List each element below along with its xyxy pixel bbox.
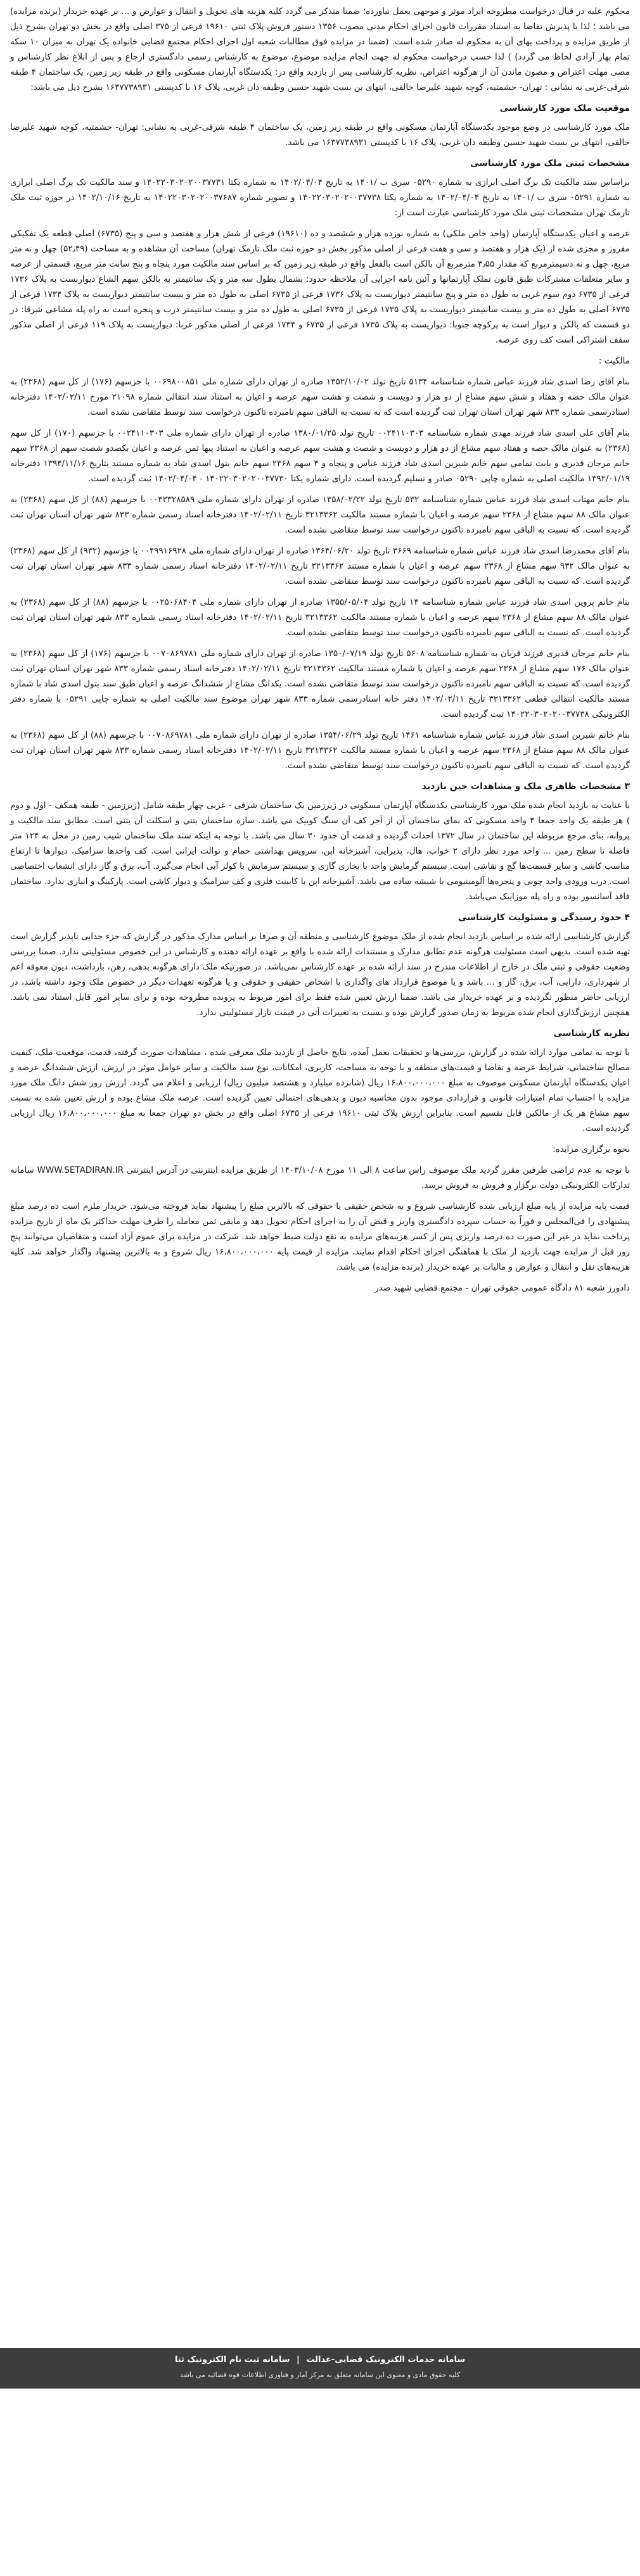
section-heading: مشخصات ثبتی ملک مورد کارشناسی — [470, 158, 630, 168]
document-paragraph: بنام خانم مرجان قدیری فرزند قربان به شماره شناسنامه ۵۶۰۸ تاریخ تولد ۱۳۵۰/۰۷/۱۹ صادره از تهران دارای شماره ملی ۰۰۷۰۸۶۹۷۸۱ با جزسهم (۱۷۶) از کل سهم (۲۳۶۸) به عنوان مالک ۱۷۶ سهم مشاع از ۲۳۶۸ سهم عرصه و اعیان با شماره مستند مالکیت ۳۲۱۳۳۶۲ تاریخ ۱۴۰۲/۰۲/۱۱ دفترخانه اسناد رسمی شماره ۸۳۳ شهر تهران استان تهران ثبت گردیده است. که نسبت به الباقی سهم نامبرده تاکنون درخواست سند توسط متقاضی نشده است. یکدانگ مشاع از ششدانگ عرصه و اعیان طبق سند بتول اسدی شاد با شماره مستند مالکیت انتقالی قطعی ۳۲۱۳۳۶۲ تاریخ ۱۴۰۲/۰۲/۱۱ دفتر خانه اسنادرسمی شماره ۸۳۳ شهر تهران موضوع سند مالکیت اصلی به شماره چاپی ۰۵۲۹۱ با شماره دفتر الکترونیکی ۱۴۰۲۲۰۳۰۲۰۲۰۰۳۷۷۳۸ ثبت گردیده است. — [7, 648, 630, 719]
document-paragraph: با توجه به عدم تراضی طرفین مقرر گردید ملک موصوف راس ساعت ۸ الی ۱۱ مورخ ۱۴۰۳/۱۰/۰۸ از طریق مزایده اینترنتی در آدرس اینترنتی WWW.SETADIRAN.IR سامانه تدارکات الکترونیکی دولت برگزار و فروش به فروش برسد. — [7, 1165, 630, 1190]
page-blank-area — [0, 2389, 640, 2576]
document-paragraph: دادورز شعبه ۸۱ دادگاه عمومی حقوقی تهران - مجتمع قضایی شهید صدر — [374, 1283, 630, 1293]
document-paragraph: نحوه برگزاری مزایده: — [553, 1144, 630, 1154]
footer-bar — [0, 2348, 640, 2389]
document-paragraph: بنام خانم پروین اسدی شاد فرزند عباس شماره شناسنامه ۱۴ تاریخ تولد ۱۳۵۵/۰۵/۰۴ صادره از تهران دارای شماره ملی ۰۰۲۵۰۶۸۴۰۴ با جزسهم (۸۸) از کل سهم (۲۳۶۸) به عنوان مالک ۸۸ سهم مشاع از ۲۳۶۸ سهم عرصه و اعیان با شماره مستند مالکیت ۳۲۱۳۳۶۲ تاریخ ۱۴۰۲/۰۲/۱۱ دفترخانه اسناد رسمی شماره ۸۳۳ شهر تهران استان تهران ثبت گردیده است. که نسبت به الباقی سهم نامبرده تاکنون درخواست سند توسط متقاضی نشده است. — [7, 597, 630, 638]
document-paragraph: مالکیت : — [598, 356, 630, 366]
document-paragraph: محکوم علیه در قبال درخواست مطروحه ایراد موثر و موجهی بعمل نیاورده؛ ضمنا متذکر می گردد کلیه هزینه های تحویل و انتقال و عوارض و ... بر عهده خریدار (برنده مزایده) می باشد ؛ لذا با پذیرش تقاضا به استناد مقررات قانون اجرای احکام مدنی مصوب ۱۳۵۶ دستور فروش پلاک ثبتی ۱۹۶۱۰ فرعی از ۳۷۵ اصلی واقع در بخش دو تهران بشرح ذیل از طریق مزایده و پرداخت بهای آن به محکوم له صادر شده است. (ضمنا در مزایده فوق مطالبات شعبه اول اجرای احکام مجتمع قضایی خانواده یک تهران به میزان ۱۰ سکه تمام بهار آزادی لحاظ می گردد) ) لذا حسب درخواست محکوم له جهت انجام مزایده موضوع، موضوع به کارشناس رسمی دادگستری ارجاع و پس از ابلاغ نظر کارشناس و مضی مهلت اعتراض و مصون ماندن آن از هرگونه اعتراض، نظریه کارشناسی پس از بازدید واقع در: یکدستگاه آپارتمان مسکونی واقع در طبقه زیر زمین، یک ساختمان ۴ طبقه شرقی-غربی به نشانی : تهران- حشمتیه، کوچه شهید علیرضا خالقی، انتهای بن بست شهید حسین وظیفه دان غربی، پلاک ۱۶ با کدپستی ۱۶۳۷۷۳۸۹۳۱ بشرح ذیل می باشد: — [7, 6, 630, 92]
document-paragraph: بنام آقای رضا اسدی شاد فرزند عباس شماره شناسنامه ۵۱۳۴ تاریخ تولد ۱۳۵۲/۱۰/۰۲ صادره از تهران دارای شماره ملی ۰۰۶۹۸۰۰۸۵۱ با جزسهم (۱۷۶) از کل سهم (۲۳۶۸) به عنوان مالک حصه و هفتاد و شش سهم مشاع از دو هزار و دویست و شصت و هشت سهم عرصه و اعیان به استناد سند انتقالی شماره ۲۱۰۹۸ مورخ ۱۴۰۲/۰۲/۱۱ دفترخانه اسنادرسمی شماره ۸۳۳ شهر تهران استان تهران ثبت گردیده است که به نسبت به الباقی سهم نامبرده تاکنون درخواست سند توسط متقاضی نشده است. — [7, 377, 630, 417]
section-heading: موقعیت ملک مورد کارشناسی — [499, 103, 630, 113]
document-paragraph: ملک مورد کارشناسی در وضع موجود یکدستگاه آپارتمان مسکونی واقع در طبقه زیر زمین، یک ساختمان ۴ طبقه شرقی-غربی به نشانی: تهران- حشمتیه، کوچه شهید علیرضا خالقی، انتهای بن بست شهید حسین وظیفه دان غربی، پلاک ۱۶ با کدپستی ۱۶۳۷۷۳۸۹۳۱ می باشد. — [7, 122, 630, 148]
footer-separator: | — [297, 2355, 300, 2364]
footer-link-sana[interactable]: سامانه ثبت نام الکترونیک ثنا — [174, 2355, 290, 2364]
section-heading: نظریه کارشناسی — [553, 1028, 630, 1039]
document-paragraph: بنام آقای محمدرضا اسدی شاد فرزند عباس شماره شناسنامه ۳۶۶۹ تاریخ تولد ۱۳۶۴/۰۶/۲۰ صادره از تهران دارای شماره ملی ۰۰۴۹۹۱۶۹۲۸ با جزسهم (۹۳۲) از کل سهم (۲۳۶۸) به عنوان مالک ۹۳۲ سهم مشاع از ۲۳۶۸ سهم عرصه و اعیان با شماره مستند ۳۲۱۳۳۶۲ تاریخ ۱۴۰۲/۰۲/۱۱ دفترخانه اسناد رسمی شماره ۸۳۳ شهر تهران استان تهران ثبت گردیده است. که نسبت به الباقی سهم نامبرده تاکنون درخواست سند توسط متقاضی نشده است. — [7, 546, 630, 586]
document-paragraph: با توجه به تمامی موارد ارائه شده در گزارش، بررسی‌ها و تحقیقات بعمل آمده، نتایج حاصل از بازدید ملک معرفی شده ، مشاهدات صورت گرفته، قدمت، موقعیت ملک، کیفیت مصالح ساختمانی، شرایط عرضه و تقاضا و قیمت‌های منطقه و با توجه به مساحت، کاربری، امکانات، نوع سند مالکیت و سایر عوامل موثر در ارزش، ارزش ششدانگ عرصه و اعیان یکدستگاه آپارتمان مسکونی موصوف به مبلغ ۱۶،۸۰۰،۰۰۰،۰۰۰ ریال (شانزده میلیارد و هشتصد میلیون ریال) ارزیابی و اعلام می گردد. ارزش روز شش دانگ ملک مورد مزایده با احتساب تمام امتیازات قانونی و قراردادی موجود بدون محاسبه دیون و بدهی‌های احتمالی تعیین گردیده است. عرصه ملک مشاع بوده و ارزش تعیین شده به نسبت سهم مشاع هر یک از مالکین قابل تقسیم است. بنابراین ارزش پلاک ثبتی ۱۹۶۱۰ فرعی از ۶۷۳۵ اصلی واقع در بخش دو تهران جمعا به مبلغ ۱۶،۸۰۰،۰۰۰،۰۰۰ ریال ارزیابی گردیده است. — [7, 1047, 630, 1133]
document-paragraph: بنام خانم مهتاب اسدی شاد فرزند عباس شماره شناسنامه ۵۳۲ تاریخ تولد ۱۳۵۸/۰۲/۲۲ صادره از تهران دارای شماره ملی ۰۰۴۳۳۲۸۵۸۹ با جزسهم (۸۸) از کل سهم (۲۳۶۸) به عنوان مالک ۸۸ سهم مشاع از ۲۳۶۸ سهم عرصه و اعیان با شماره مستند مالکیت ۳۲۱۳۳۶۲ تاریخ ۱۴۰۲/۰۲/۱۱ دفترخانه اسناد رسمی شماره ۸۳۳ شهر تهران استان تهران ثبت گردیده است. که نسبت به الباقی سهم نامبرده تاکنون درخواست سند توسط متقاضی نشده است. — [7, 495, 630, 535]
document-paragraph: گزارش کارشناسی ارائه شده بر اساس بازدید انجام شده از ملک موضوع کارشناسی و منطقه آن و صرفا بر اساس مدارک مذکور در گزارش که جزء جدایی ناپذیر گزارش است تهیه شده است. بدیهی است مسئولیت هرگونه عدم تطابق مدارک و مستندات ارائه شده با واقع بر عهده ارائه دهنده و کارشناس در این خصوص مسئولیتی ندارد. ضمنا بررسی وضعیت حقوقی و ثبتی ملک در خارج از اطلاعات مندرج در سند ارائه شده بر عهده کارشناس نمی‌باشد. در صورتیکه ملک دارای هرگونه بدهی، رهن، بازداشت، دیون معوقه اعم از شهرداری، دارایی، آب، برق، گاز و ... باشد و یا موضوع قرارداد های واگذاری با اشخاص حقیقی و حقوقی و یا هرگونه تعهدات دیگر در خصوص ملک وجود داشته باشد، در ارزیابی حاضر منظور نگردیده و بر عهده خریدار می باشد. ضمنا ارزش تعیین شده فقط برای امور مربوط به پرونده مطروحه بوده و برای سایر امور قابل استناد نمی باشد. همچنین ارزش‌گذاری انجام شده مربوط به زمان صدور گزارش بوده و نسبت به تغییرات آتی در قیمت بازار مسئولیتی ندارد. — [7, 931, 630, 1018]
document-paragraph: بنام خانم شیرین اسدی شاد فرزند عباس شماره شناسنامه ۱۴۶۱ تاریخ تولد ۱۳۵۴/۰۶/۲۹ صادره از تهران دارای شماره ملی ۰۰۷۰۸۶۹۷۸۱ با جزسهم (۸۸) از کل سهم (۲۳۶۸) به عنوان مالک ۸۸ سهم مشاع از ۲۳۶۸ سهم عرصه و اعیان با شماره مستند مالکیت ۳۲۱۳۳۶۲ تاریخ ۱۴۰۲/۰۲/۱۱ دفترخانه اسناد رسمی شماره ۸۳۳ شهر تهران استان تهران ثبت گردیده است. که نسبت به الباقی سهم نامبرده تاکنون درخواست سند توسط متقاضی نشده است. — [7, 730, 630, 771]
section-heading: ۴ حدود رسیدگی و مسئولیت کارشناسی — [458, 912, 630, 923]
section-heading: ۳ مشخصات ظاهری ملک و مشاهدات حین بازدید — [421, 781, 630, 792]
document-paragraph: قیمت پایه مزایده از پایه مبلغ ارزیابی شده کارشناسی شروع و به شخص حقیقی یا حقوقی که بالاترین مبلغ را پیشنهاد نماید فروخته می‌شود. خریدار ملزم است ده درصد مبلغ پیشنهادی را فی‌المجلس و فوراً به حساب سپرده دادگستری واریز و قبض آن را به اجرای احکام تحویل دهد و مابقی ثمن معامله را ظرف مهلت حداکثر یک ماه از تاریخ مزایده پرداخت نماید در غیر این صورت ده درصد واریزی پس از کسر هزینه‌های مزایده به نفع دولت ضبط خواهد شد. شرکت در مزایده برای عموم آزاد است و متقاضیان می‌توانند پنج روز قبل از مزایده جهت بازدید از ملک با هماهنگی اجرای احکام اقدام نمایند. مزایده از قیمت پایه ۱۶،۸۰۰،۰۰۰،۰۰۰ ریال شروع و به بالاترین پیشنهاد واگذار خواهد شد. کلیه هزینه‌های نقل و انتقال و عوارض و مالیات بر عهده خریدار (برنده مزایده) می باشد. — [7, 1201, 630, 1272]
footer-links — [0, 2348, 640, 2368]
document-paragraph: براساس سند مالکیت تک برگ اصلی ابرازی به شماره ۰۵۲۹۰ سری ب /۱۴۰۱ به تاریخ ۱۴۰۲/۰۴/۰۴ به شماره یکتا ۱۴۰۲۲۰۳۰۲۰۲۰۰۳۷۷۳۱ و سند مالکیت تک برگ اصلی ابرازی به شماره ۰۵۲۹۱ سری ب /۱۴۰۱ به تاریخ ۱۴۰۲/۰۴/۰۴ به شماره یکتا ۱۴۰۲۲۰۳۰۲۰۲۰۰۳۷۷۳۸ و تصویر شماره ۱۴۰۲۲۰۳۰۲۰۲۰۰۳۷۶۸۷ به تاریخ ۱۴۰۲/۱۰/۱۶ در حوزه ثبت ملک تارمک تهران مشخصات ثبتی ملک مورد کارشناسی عبارت است از: — [7, 177, 630, 218]
footer-copyright: کلیه حقوق مادی و معنوی این سامانه متعلق به مرکز آمار و فناوری اطلاعات قوه قضائیه می باشد — [179, 2371, 461, 2379]
document-paragraph: عرصه و اعیان یکدستگاه آپارتمان (واحد خاص ملکی) به شماره نوزده هزار و ششصد و ده (۱۹۶۱۰) فرعی از شش هزار و هفتصد و سی و پنج (۶۷۳۵) اصلی قطعه یک تفکیکی مفروز و مجزی شده از (یک هزار و هفتصد و سی و هفت فرعی از اصلی مذکور بخش دو حوزه ثبت ملک تارمک تهران) مساحت آن مشاهده و به مساحت (۵۲٫۴۹) چهل و نه متر مربع، چهل و نه دسیمترمربع که مقدار ۳٫۵۵ مترمربع آن بالکن است بالفعل واقع در طبقه زیر زمین که بر اساس سند مالکیت مورد پنجاه و پنج سانت متر مربع، قسمتی از عرصه و سایر متعلقات مشترکات طبق قانون تملک آپارتمانها و آئین نامه اجرایی آن ملاحظه حدود: بشمال بطول سه متر و یک سانتیمتر به بالکن سهم الشاع دیواربست به پلاک ۱۷۳۶ فرعی از ۶۷۳۵ دوم سوم غربی به طول ده متر و پنج سانتیمتر دیواریست به پلاک ۱۷۳۶ فرعی از ۶۷۳۵ اصلی به طول ده متر و بیست سانتیمتر دیواریست به پلاک ۱۷۳۴ فرعی از ۶۷۳۵ اصلی به طول ده متر و بیست سانتیمتر دیواریست به پلاک ۱۷۳۵ فرعی از ۶۷۳۵ اصلی به طول ده متر و بیست سانتیمتر درب و پنجره است به راه پله مشاعی شرقا: در دو قسمت که بالکن و دیوار است به پرکوچه جنوبا: دیواریست به پلاک ۱۷۳۵ فرعی از ۶۷۳۵ و ۱۷۳۴ فرعی از اصلی مذکور غربا: دیواریست به پلاک ۱۱۹ فرعی از اصلی مذکور سقف اشتراکی است کف روی عرصه. — [7, 229, 630, 345]
footer-link-adalat[interactable]: سامانه خدمات الکترونیک قضایی-عدالت — [306, 2355, 466, 2364]
document-paragraph: با عنایت به بازدید انجام شده ملک مورد کارشناسی یکدستگاه آپارتمان مسکونی در زیرزمین یک ساختمان شرقی - غربی چهار طبقه شامل (زیرزمین - طبقه همکف - اول و دوم ) هر طبقه یک واحد جمعا ۴ واحد مسکونی که نمای ساختمان آن از آجر کف آن سنگ کوبیک می باشد. سازه ساختمان بتنی و اسکلت آن بتنی است. مطابق سند مالکیت و پروانه، بنای مرجع مربوطه این ساختمان در سال ۱۳۷۲ احداث گردیده و قدمت آن حدود ۳۰ سال می باشد. با توجه به اینکه سند ملک ساختمان شیب زمین در محل به ۱۲۴ متر فاصله تا سطح زمین ... واحد مورد نظر دارای ۲ خواب، هال، پذیرایی، آشپزخانه اپن، سرویس بهداشتی حمام و توالت ایرانی است. کف واحدها سرامیک، دیوارها تا ارتفاع مناسب کاشی و سایر قسمت‌ها گچ و نقاشی است. سیستم گرمایش واحد با بخاری گازی و سیستم سرمایش با کولر آبی انجام می‌گیرد. آب، برق و گاز دارای انشعاب اختصاصی است. درب ورودی واحد چوبی و پنجره‌ها آلومینیومی با شیشه ساده می باشد. آشپزخانه اپن با کابینت فلزی و کف سرامیک و دیوار کاشی است. پارکینگ و انباری ندارد. ساختمان فاقد آسانسور بوده و راه پله موزاییک می‌باشد. — [7, 800, 630, 902]
document-paragraph: بنام آقای علی اسدی شاد فرزند مهدی شماره شناسنامه ۰۰۲۴۱۱۰۳۰۳ تاریخ تولد ۱۳۸۰/۰۱/۲۵ صادره از تهران دارای شماره ملی ۰۰۲۴۱۱۰۳۰۳ با جزسهم (۱۷۰) از کل سهم (۲۳۶۸) به عنوان مالک حصه و هفتاد سهم مشاع از دو هزار و دویست و شصت و هشت سهم عرصه و اعیان به استناد پیها ثمن عرصه و اعیان بکصدو شصت سهم از ۲۳۶۸ سهم خانم مرجان قدیری و بابت تمامی سهم خانم شیرین اسدی شاد فرزند عباس و پنجاه و ۴ سهم ۲۳۶۸ سهم خانم بتول اسدی شاد به شماره مستند بتاریخ ۱۳۹۴/۱۱/۱۶ دفترخانه ۱۳۹۲/۰۱/۱۹ مالکیت اصلی به شماره چاپی ۰۵۲۹۰ صادر و تسلیم گردیده است. دارای شماره یکتا ۱۴۰۲۲۰۳۰۲۰۲۰۰۳۷۷۳۰ - ۱۴۰۲/۰۴/۰۴ ثبت گردیده است. — [7, 428, 630, 484]
